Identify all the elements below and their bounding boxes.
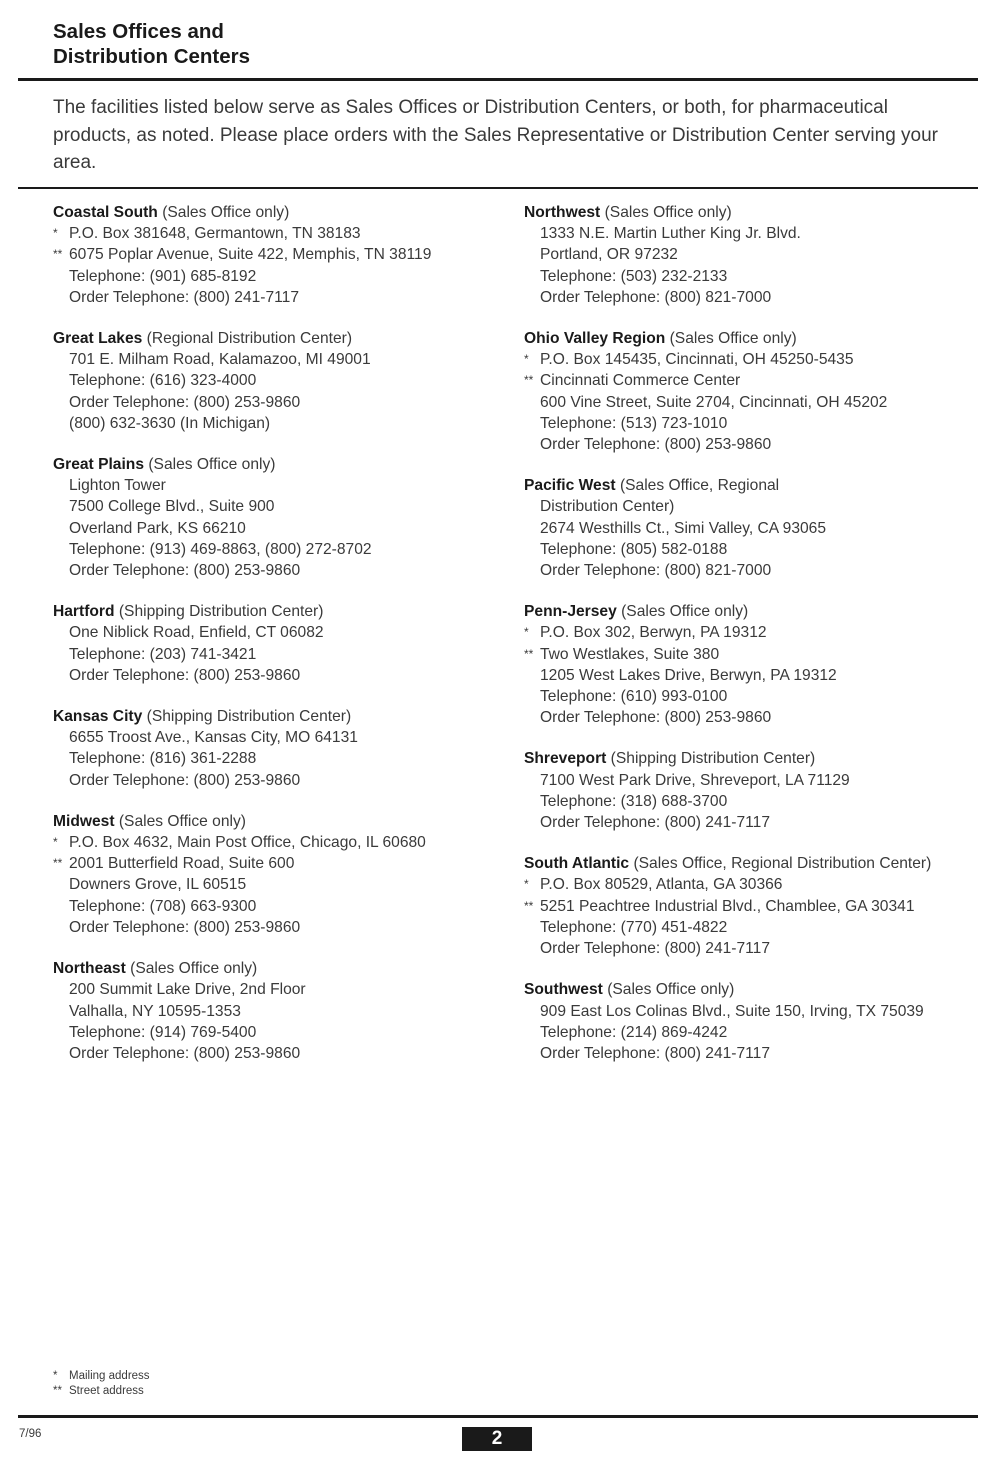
office-name: Kansas City [53, 708, 143, 726]
office-detail-text: P.O. Box 381648, Germantown, TN 38183 [69, 225, 361, 243]
office-heading [53, 601, 513, 622]
office-detail-text: 701 E. Milham Road, Kalamazoo, MI 49001 [69, 351, 371, 369]
office-pacific-west [524, 475, 984, 581]
office-type-note: (Sales Office only) [669, 330, 797, 348]
office-detail-text: 7500 College Blvd., Suite 900 [69, 498, 275, 516]
office-type-note: (Sales Office, Regional [619, 477, 780, 495]
office-detail-text: 6655 Troost Ave., Kansas City, MO 64131 [69, 729, 358, 747]
office-type-note: (Sales Office only) [162, 204, 290, 221]
office-detail-text: P.O. Box 4632, Main Post Office, Chicago, IL 60680 [69, 834, 426, 852]
office-detail-line [524, 665, 984, 686]
office-name: Midwest [53, 812, 115, 830]
office-detail-text: 1205 West Lakes Drive, Berwyn, PA 19312 [540, 666, 837, 684]
office-detail-text: 5251 Peachtree Industrial Blvd., Chamblee, GA 30341 [540, 897, 915, 915]
office-detail-text: 1333 N.E. Martin Luther King Jr. Blvd. [540, 225, 801, 243]
office-detail-line [53, 832, 513, 853]
office-detail-line [524, 791, 984, 812]
office-detail-line [524, 349, 984, 370]
office-detail-line [53, 727, 513, 748]
address-type-mark: ** [524, 373, 534, 388]
office-detail-line [524, 644, 984, 665]
address-type-mark: * [524, 352, 529, 367]
office-detail-line [53, 539, 513, 560]
office-detail-line [524, 287, 984, 308]
office-detail-line [524, 917, 984, 938]
office-detail-text: Order Telephone: (800) 241-7117 [540, 940, 771, 958]
office-great-plains [53, 454, 513, 581]
office-hartford [53, 601, 513, 686]
office-detail-line [524, 874, 984, 895]
office-detail-line [524, 770, 984, 791]
office-type-note: (Sales Office only) [607, 981, 735, 999]
page-title-line-2: Distribution Centers [53, 45, 251, 68]
page-title [53, 19, 250, 69]
office-detail-text: Telephone: (203) 741-3421 [69, 645, 257, 663]
footnote-mark: ** [53, 1385, 62, 1397]
office-detail-text: Order Telephone: (800) 821-7000 [540, 562, 772, 580]
office-detail-line [524, 244, 984, 265]
office-detail-line [524, 812, 984, 833]
office-detail-text: Telephone: (616) 323-4000 [69, 372, 257, 390]
address-type-mark: ** [524, 898, 534, 913]
office-detail-text: One Niblick Road, Enfield, CT 06082 [69, 624, 324, 642]
office-detail-text: Telephone: (610) 993-0100 [540, 688, 728, 706]
office-detail-text: Overland Park, KS 66210 [69, 519, 246, 537]
office-detail-line [53, 644, 513, 665]
office-detail-text: Order Telephone: (800) 253-9860 [540, 436, 772, 454]
office-shreveport [524, 748, 984, 833]
office-detail-text: Telephone: (770) 451-4822 [540, 918, 728, 936]
office-type-note: (Regional Distribution Center) [146, 330, 353, 348]
office-northwest [524, 202, 984, 308]
office-heading [524, 475, 984, 496]
office-detail-line [53, 917, 513, 938]
office-northeast [53, 958, 513, 1064]
address-type-mark: * [53, 226, 58, 241]
address-type-mark: ** [524, 646, 534, 661]
office-detail-line [53, 874, 513, 895]
office-detail-text: P.O. Box 302, Berwyn, PA 19312 [540, 624, 767, 642]
office-name: Shreveport [524, 750, 607, 768]
page-number: 2 [462, 1427, 532, 1451]
office-detail-line [53, 896, 513, 917]
office-detail-text: Order Telephone: (800) 821-7000 [540, 288, 772, 306]
intro-paragraph: The facilities listed below serve as Sales Offices or Distribution Centers, or both, for pharmaceutical products, as noted. Please place orders with the Sales Representative or Distribution Center serving your area. [53, 97, 939, 173]
office-midwest [53, 811, 513, 938]
office-detail-text: 2674 Westhills Ct., Simi Valley, CA 93065 [540, 519, 827, 537]
office-detail-line [524, 707, 984, 728]
office-detail-line [53, 370, 513, 391]
footnote-mark: * [53, 1370, 58, 1382]
office-heading [53, 811, 513, 832]
office-name: Northeast [53, 960, 126, 978]
office-detail-text: Telephone: (513) 723-1010 [540, 414, 728, 432]
office-detail-text: 2001 Butterfield Road, Suite 600 [69, 855, 295, 873]
footnotes [53, 1369, 150, 1399]
office-detail-text: Cincinnati Commerce Center [540, 372, 741, 390]
office-name: Ohio Valley Region [524, 330, 666, 348]
office-type-note: (Sales Office only) [604, 204, 732, 221]
office-detail-line [524, 413, 984, 434]
office-detail-text: 7100 West Park Drive, Shreveport, LA 71129 [540, 771, 850, 789]
office-detail-line [524, 518, 984, 539]
top-divider [18, 78, 978, 81]
office-detail-text: P.O. Box 80529, Atlanta, GA 30366 [540, 876, 783, 894]
office-detail-text: Telephone: (816) 361-2288 [69, 750, 257, 768]
revision-date: 7/96 [19, 1428, 42, 1440]
office-name: Great Lakes [53, 330, 143, 348]
address-type-mark: * [53, 835, 58, 850]
office-detail-line [53, 518, 513, 539]
office-detail-line [524, 560, 984, 581]
office-heading [53, 328, 513, 349]
office-detail-text: Valhalla, NY 10595-1353 [69, 1002, 241, 1020]
address-type-mark: ** [53, 856, 63, 871]
office-type-note: (Sales Office only) [621, 603, 749, 621]
office-detail-text: Telephone: (901) 685-8192 [69, 267, 257, 285]
office-detail-text: 909 East Los Colinas Blvd., Suite 150, Irving, TX 75039 [540, 1002, 924, 1020]
office-detail-text: (800) 632-3630 (In Michigan) [69, 414, 271, 432]
office-detail-line [53, 392, 513, 413]
office-name: Great Plains [53, 456, 145, 474]
office-detail-line [524, 539, 984, 560]
office-detail-line [524, 1022, 984, 1043]
office-name: Coastal South [53, 204, 158, 221]
office-heading [524, 748, 984, 769]
office-name: Pacific West [524, 477, 616, 495]
office-detail-text: Lighton Tower [69, 477, 166, 495]
office-type-note: (Shipping Distribution Center) [610, 750, 816, 768]
office-detail-line [524, 434, 984, 455]
office-heading [524, 601, 984, 622]
office-detail-text: Telephone: (805) 582-0188 [540, 540, 728, 558]
office-south-atlantic [524, 853, 984, 959]
office-southwest [524, 979, 984, 1064]
office-detail-text: Telephone: (708) 663-9300 [69, 897, 257, 915]
office-detail-text: Telephone: (318) 688-3700 [540, 792, 728, 810]
office-detail-line [524, 370, 984, 391]
office-type-note: (Sales Office only) [148, 456, 276, 474]
office-detail-line [53, 266, 513, 287]
office-detail-line [53, 475, 513, 496]
office-name: Southwest [524, 981, 603, 999]
office-detail-text: Telephone: (913) 469-8863, (800) 272-8702 [69, 540, 372, 558]
address-type-mark: * [524, 877, 529, 892]
office-detail-text: Order Telephone: (800) 241-7117 [540, 1044, 771, 1062]
address-type-mark: ** [53, 247, 63, 262]
footnote-text: Street address [69, 1385, 144, 1397]
office-detail-text: P.O. Box 145435, Cincinnati, OH 45250-5435 [540, 351, 854, 369]
office-detail-line [53, 349, 513, 370]
office-detail-text: 6075 Poplar Avenue, Suite 422, Memphis, TN 38119 [69, 246, 432, 264]
office-detail-text: Order Telephone: (800) 253-9860 [69, 666, 301, 684]
section-divider [18, 187, 978, 189]
office-detail-line [53, 287, 513, 308]
office-detail-line [524, 223, 984, 244]
office-detail-line [53, 244, 513, 265]
office-detail-text: Telephone: (214) 869-4242 [540, 1023, 728, 1041]
office-great-lakes [53, 328, 513, 434]
office-detail-line [53, 1001, 513, 1022]
office-heading [524, 853, 984, 874]
office-detail-line [524, 686, 984, 707]
left-office-column [53, 202, 513, 1084]
right-office-column [524, 202, 984, 1084]
office-detail-text: Order Telephone: (800) 253-9860 [69, 393, 301, 411]
office-name: Hartford [53, 603, 115, 621]
office-detail-line [524, 266, 984, 287]
office-detail-line [53, 1043, 513, 1064]
office-detail-text: Order Telephone: (800) 253-9860 [69, 1044, 301, 1062]
office-detail-line [524, 896, 984, 917]
office-name: Northwest [524, 204, 601, 221]
office-detail-text: Distribution Center) [540, 498, 675, 516]
office-coastal-south [53, 202, 513, 308]
office-detail-text: Order Telephone: (800) 241-7117 [540, 814, 771, 832]
footnote-mailing [53, 1369, 150, 1384]
office-ohio-valley-region [524, 328, 984, 455]
office-heading [53, 706, 513, 727]
office-detail-line [524, 1043, 984, 1064]
office-detail-line [53, 770, 513, 791]
office-heading [53, 202, 513, 223]
office-detail-line [53, 413, 513, 434]
office-detail-line [53, 496, 513, 517]
office-name: Penn-Jersey [524, 603, 617, 621]
office-detail-line [524, 622, 984, 643]
office-detail-text: Two Westlakes, Suite 380 [540, 645, 720, 663]
office-detail-text: Order Telephone: (800) 241-7117 [69, 288, 300, 306]
office-type-note: (Shipping Distribution Center) [118, 603, 324, 621]
office-heading [53, 958, 513, 979]
office-detail-line [53, 622, 513, 643]
office-heading [53, 454, 513, 475]
office-detail-text: Order Telephone: (800) 253-9860 [69, 562, 301, 580]
address-type-mark: * [524, 625, 529, 640]
office-detail-text: 600 Vine Street, Suite 2704, Cincinnati, OH 45202 [540, 393, 888, 411]
office-detail-line [53, 979, 513, 1000]
office-detail-line [53, 223, 513, 244]
office-detail-text: Order Telephone: (800) 253-9860 [69, 918, 301, 936]
office-detail-line [524, 496, 984, 517]
office-type-note: (Sales Office only) [118, 812, 246, 830]
office-detail-line [53, 853, 513, 874]
office-detail-line [524, 392, 984, 413]
office-detail-line [53, 560, 513, 581]
office-detail-text: Order Telephone: (800) 253-9860 [69, 771, 301, 789]
office-type-note: (Sales Office only) [130, 960, 258, 978]
office-name: South Atlantic [524, 855, 630, 873]
page-title-line-1: Sales Offices and [53, 20, 224, 43]
office-kansas-city [53, 706, 513, 791]
office-heading [524, 979, 984, 1000]
bottom-divider [18, 1415, 978, 1418]
office-detail-text: Portland, OR 97232 [540, 246, 678, 264]
footnote-street [53, 1384, 150, 1399]
office-detail-line [53, 665, 513, 686]
office-type-note: (Shipping Distribution Center) [146, 708, 352, 726]
office-detail-line [53, 748, 513, 769]
office-detail-text: Telephone: (503) 232-2133 [540, 267, 728, 285]
office-heading [524, 202, 984, 223]
office-type-note: (Sales Office, Regional Distribution Center) [633, 855, 932, 873]
office-detail-text: Downers Grove, IL 60515 [69, 876, 247, 894]
office-detail-line [53, 1022, 513, 1043]
office-detail-text: 200 Summit Lake Drive, 2nd Floor [69, 981, 306, 999]
office-heading [524, 328, 984, 349]
footnote-text: Mailing address [69, 1370, 150, 1382]
office-penn-jersey [524, 601, 984, 728]
office-detail-text: Order Telephone: (800) 253-9860 [540, 709, 772, 727]
office-detail-line [524, 938, 984, 959]
office-detail-line [524, 1001, 984, 1022]
office-detail-text: Telephone: (914) 769-5400 [69, 1023, 257, 1041]
